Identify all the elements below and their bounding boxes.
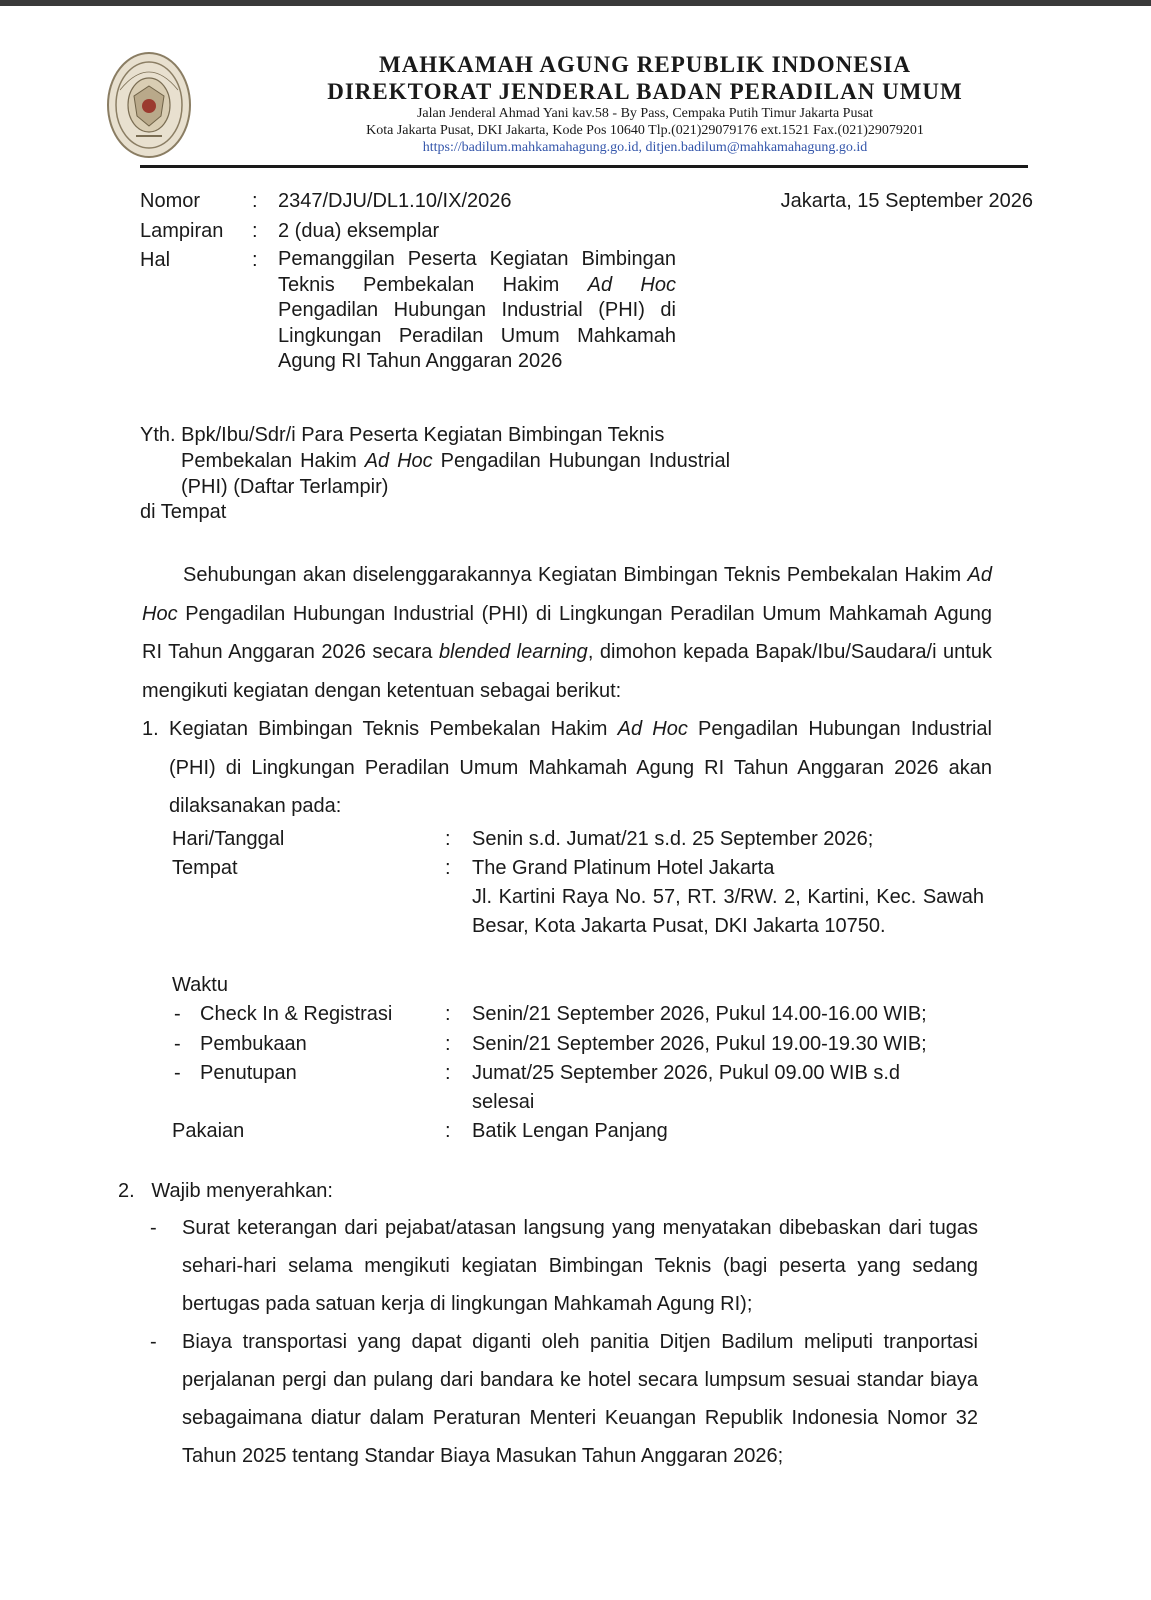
lampiran-label: Lampiran	[140, 220, 224, 242]
letterhead-divider	[140, 165, 1028, 168]
pakaian-value: Batik Lengan Panjang	[472, 1120, 668, 1142]
opening-paragraph	[142, 556, 992, 710]
page-top-border	[0, 0, 1151, 6]
hari-value: Senin s.d. Jumat/21 s.d. 25 September 2026;	[472, 828, 874, 850]
nomor-colon: :	[252, 190, 258, 212]
hal-label: Hal	[140, 249, 171, 271]
penutupan-value-cont: selesai	[472, 1091, 535, 1113]
lampiran-value: 2 (dua) eksemplar	[278, 220, 440, 242]
nomor-value: 2347/DJU/DL1.10/IX/2026	[278, 190, 512, 212]
item-1-number: 1.	[142, 718, 159, 740]
nomor-label: Nomor	[140, 190, 201, 212]
addressee-line-1: Yth. Bpk/Ibu/Sdr/i Para Peserta Kegiatan Bimbingan Teknis	[140, 424, 665, 446]
letterhead	[200, 52, 1090, 156]
letterhead-directorate: DIREKTORAT JENDERAL BADAN PERADILAN UMUM	[327, 79, 963, 104]
item-2-bullet-1-dash: -	[150, 1217, 157, 1239]
item-1-italic: Ad Hoc	[617, 718, 688, 740]
penutupan-value: Jumat/25 September 2026, Pukul 09.00 WIB s.d	[472, 1062, 901, 1084]
tempat-address: Jl. Kartini Raya No. 57, RT. 3/RW. 2, Kartini, Kec. Sawah Besar, Kota Jakarta Pusat, DKI Jakarta 10750.	[472, 886, 984, 937]
addressee-rest	[140, 448, 730, 500]
opening-part-2: Pengadilan Hubungan Industrial (PHI) di Lingkungan Peradilan Umum Mahkamah Agung RI Tahun Anggaran 2026 secara	[142, 602, 992, 663]
pembukaan-dash: -	[174, 1033, 181, 1055]
penutupan-colon: :	[445, 1062, 451, 1084]
item-2-title: Wajib menyerahkan:	[151, 1180, 333, 1202]
hal-value-italic: Ad Hoc	[587, 273, 676, 296]
waktu-label: Waktu	[172, 974, 228, 996]
addressee-rest-part-1: Pembekalan Hakim	[181, 450, 365, 472]
letter-date: Jakarta, 15 September 2026	[780, 190, 1033, 212]
checkin-colon: :	[445, 1003, 451, 1025]
tempat-colon: :	[445, 857, 451, 879]
item-2-heading	[118, 1178, 333, 1204]
hari-label: Hari/Tanggal	[172, 828, 285, 850]
item-2-bullet-2-dash: -	[150, 1331, 157, 1353]
addressee-place: di Tempat	[140, 501, 227, 523]
mahkamah-agung-logo	[106, 50, 192, 160]
tempat-value: The Grand Platinum Hotel Jakarta	[472, 857, 775, 879]
item-1-text	[169, 710, 992, 826]
lampiran-colon: :	[252, 220, 258, 242]
hal-colon: :	[252, 249, 258, 271]
checkin-dash: -	[174, 1003, 181, 1025]
tempat-label: Tempat	[172, 857, 238, 879]
item-1-part-2: Pengadilan Hubungan Industrial (PHI) di Lingkungan Peradilan Umum Mahkamah Agung RI Tahun Anggaran 2026 akan dilaksanakan pada:	[169, 718, 992, 817]
item-2-number: 2.	[118, 1180, 135, 1202]
item-2-bullet-2: Biaya transportasi yang dapat diganti oleh panitia Ditjen Badilum meliputi tranportasi perjalanan pergi dan pulang dari bandara ke hotel secara lumpsum sesuai standar biaya sebagaimana diatur dalam Peraturan Menteri Keuangan Republik Indonesia Nomor 32 Tahun 2025 tentang Standar Biaya Masukan Tahun Anggaran 2026;	[182, 1331, 978, 1467]
opening-italic-1: Ad Hoc	[142, 564, 992, 625]
hal-value	[278, 247, 676, 375]
checkin-label: Check In & Registrasi	[200, 1003, 393, 1025]
opening-italic-2: blended learning	[438, 641, 588, 663]
addressee	[140, 422, 730, 500]
penutupan-dash: -	[174, 1062, 181, 1084]
letterhead-address-1: Jalan Jenderal Ahmad Yani kav.58 - By Pass, Cempaka Putih Timur Jakarta Pusat	[416, 106, 873, 121]
opening-part-1: Sehubungan akan diselenggarakannya Kegiatan Bimbingan Teknis Pembekalan Hakim	[183, 564, 968, 586]
addressee-italic: Ad Hoc	[364, 450, 433, 472]
letterhead-web-email[interactable]: https://badilum.mahkamahagung.go.id, ditjen.badilum@mahkamahagung.go.id	[422, 140, 868, 155]
hari-colon: :	[445, 828, 451, 850]
letterhead-institution: MAHKAMAH AGUNG REPUBLIK INDONESIA	[378, 52, 911, 77]
item-1	[142, 710, 992, 826]
pakaian-colon: :	[445, 1120, 451, 1142]
addressee-rest-part-2: Pengadilan Hubungan Industrial (PHI) (Daftar Terlampir)	[181, 450, 731, 498]
penutupan-label: Penutupan	[200, 1062, 297, 1084]
pakaian-label: Pakaian	[172, 1120, 245, 1142]
checkin-value: Senin/21 September 2026, Pukul 14.00-16.00 WIB;	[472, 1003, 927, 1025]
item-2-bullet-1: Surat keterangan dari pejabat/atasan langsung yang menyatakan dibebaskan dari tugas sehari-hari selama mengikuti kegiatan Bimbingan Teknis (bagi peserta yang sedang bertugas pada satuan kerja di lingkungan Mahkamah Agung RI);	[182, 1217, 978, 1315]
item-1-part-1: Kegiatan Bimbingan Teknis Pembekalan Hakim	[169, 718, 618, 740]
pembukaan-value: Senin/21 September 2026, Pukul 19.00-19.30 WIB;	[472, 1033, 927, 1055]
hal-value-part-1: Pemanggilan Peserta Kegiatan Bimbingan Teknis Pembekalan Hakim	[278, 248, 676, 296]
pembukaan-colon: :	[445, 1033, 451, 1055]
opening-part-3: , dimohon kepada Bapak/Ibu/Saudara/i untuk mengikuti kegiatan dengan ketentuan sebagai berikut:	[142, 641, 992, 702]
pembukaan-label: Pembukaan	[200, 1033, 307, 1055]
hal-value-part-2: Pengadilan Hubungan Industrial (PHI) di Lingkungan Peradilan Umum Mahkamah Agung RI Tahun Anggaran 2026	[278, 299, 676, 372]
letterhead-address-2: Kota Jakarta Pusat, DKI Jakarta, Kode Pos 10640 Tlp.(021)29079176 ext.1521 Fax.(021)29079201	[366, 123, 924, 138]
